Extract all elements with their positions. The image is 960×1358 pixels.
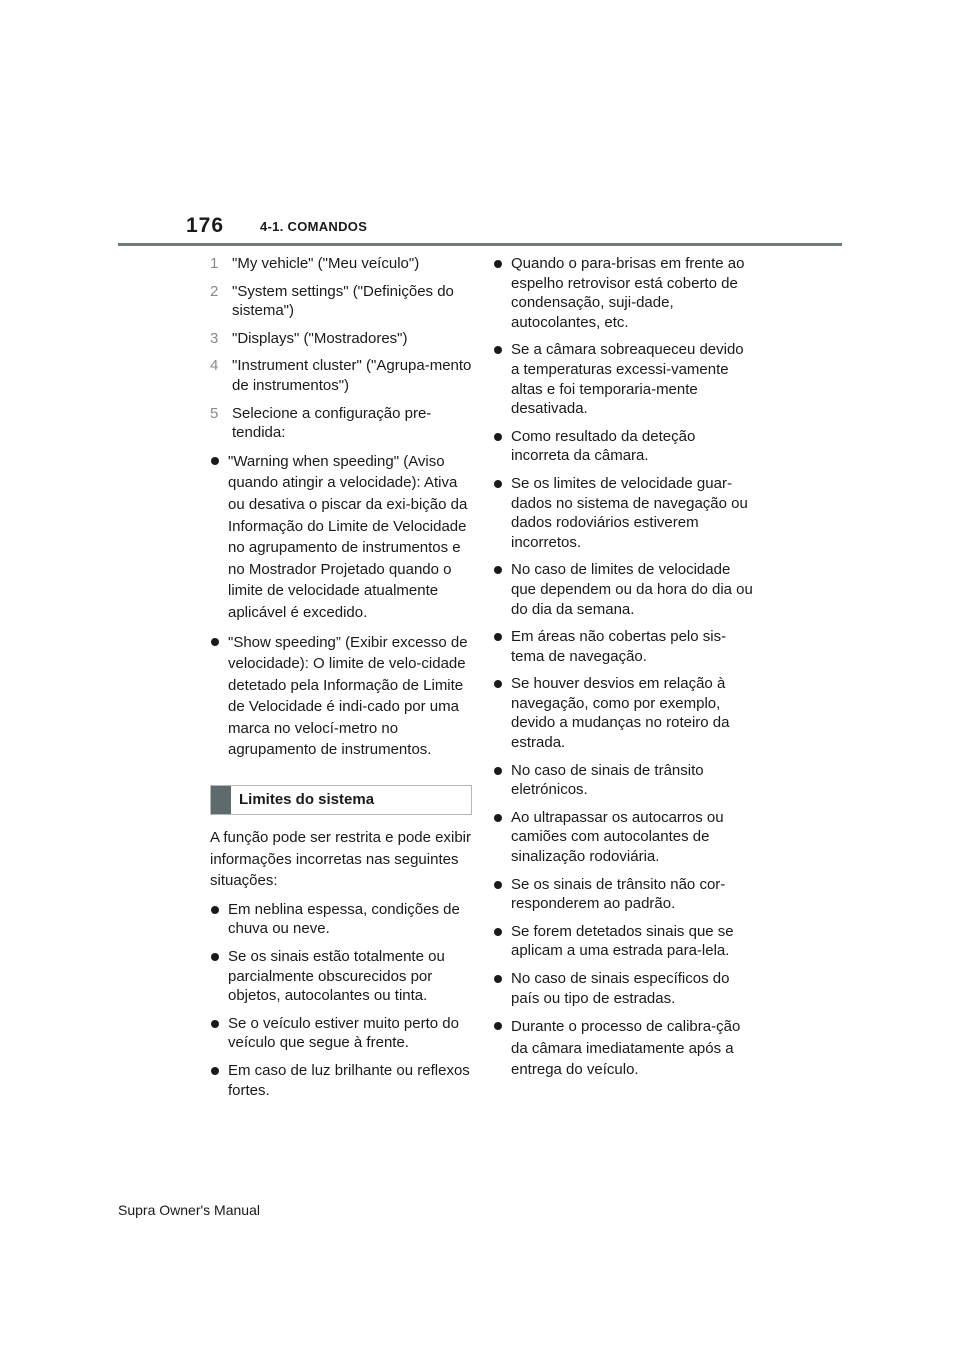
limit-bullet: Durante o processo de calibra-ção da câmara imediatamente após a entrega do veículo. (493, 1016, 755, 1081)
step-text: "Displays" ("Mostradores") (232, 329, 408, 347)
header-divider (118, 243, 842, 246)
limits-section-heading (210, 785, 472, 815)
limit-bullet: Como resultado da deteção incorreta da câmara. (493, 427, 755, 466)
limits-intro-text: A função pode ser restrita e pode exibir informações incorretas nas seguintes situações: (210, 829, 471, 890)
step-item (210, 404, 472, 443)
section-title: 4-1. COMANDOS (260, 219, 368, 234)
limit-bullet: Ao ultrapassar os autocarros ou camiões com autocolantes de sinalização rodoviária. (493, 808, 755, 867)
limit-bullet: Em áreas não cobertas pelo sis-tema de navegação. (493, 627, 755, 666)
step-text: "System settings" ("Definições do sistema") (232, 282, 454, 320)
limit-bullet: Em neblina espessa, condições de chuva ou neve. (210, 900, 472, 939)
step-number: 5 (210, 404, 219, 422)
option-bullet-warning-when-speeding: "Warning when speeding" (Aviso quando atingir a velocidade): Ativa ou desativa o piscar da exi-bição da Informação do Limite de Velocidade no agrupamento de instrumentos e no Mostrador Projetado quando o limite de velocidade atualmente aplicável é excedido. (210, 451, 472, 624)
step-text: "My vehicle" ("Meu veículo") (232, 255, 420, 272)
step-number: 3 (210, 329, 219, 347)
limits-heading-label: Limites do sistema (239, 791, 375, 809)
limit-bullet: No caso de limites de velocidade que dependem ou da hora do dia ou do dia da semana. (493, 560, 755, 619)
step-number: 2 (210, 282, 219, 300)
footer-manual-title: Supra Owner's Manual (118, 1202, 260, 1218)
limit-bullet: Se os sinais estão totalmente ou parcialmente obscurecidos por objetos, autocolantes ou tinta. (210, 947, 472, 1006)
limit-bullet: Se os limites de velocidade guar-dados no sistema de navegação ou dados rodoviários estiverem incorretos. (493, 474, 755, 552)
heading-marker (211, 786, 231, 814)
limit-bullet: Se os sinais de trânsito não cor-responderem ao padrão. (493, 875, 755, 914)
limit-bullet: Em caso de luz brilhante ou reflexos fortes. (210, 1061, 472, 1100)
limit-bullet: Se a câmara sobreaqueceu devido a temperaturas excessi-vamente altas e foi temporaria-mente desativada. (493, 340, 755, 418)
step-number: 1 (210, 255, 219, 272)
limit-bullet: Se houver desvios em relação à navegação, como por exemplo, devido a mudanças no roteiro da estrada. (493, 674, 755, 752)
limit-bullet: No caso de sinais de trânsito eletrónicos. (493, 761, 755, 800)
right-column (493, 254, 755, 1089)
step-text: "Instrument cluster" ("Agrupa-mento de instrumentos") (232, 357, 472, 394)
step-text: Selecione a configuração pre-tendida: (232, 404, 432, 442)
left-column (210, 254, 472, 1108)
limit-bullet: Quando o para-brisas em frente ao espelho retrovisor está coberto de condensação, suji-dade, autocolantes, etc. (493, 254, 755, 332)
step-item (210, 282, 472, 321)
step-item (210, 356, 472, 395)
page-number: 176 (186, 214, 225, 237)
step-item (210, 254, 472, 274)
limit-bullet: Se o veículo estiver muito perto do veículo que segue à frente. (210, 1014, 472, 1053)
option-bullet-show-speeding: "Show speeding” (Exibir excesso de velocidade): O limite de velo-cidade detetado pela Informação de Limite de Velocidade é indi-cado por uma marca no velocí-metro no agrupamento de instrumentos. (210, 632, 472, 762)
limit-bullet: Se forem detetados sinais que se aplicam a uma estrada para-lela. (493, 922, 755, 961)
limit-bullet: No caso de sinais específicos do país ou tipo de estradas. (493, 969, 755, 1008)
step-number: 4 (210, 357, 219, 375)
step-item (210, 329, 472, 349)
